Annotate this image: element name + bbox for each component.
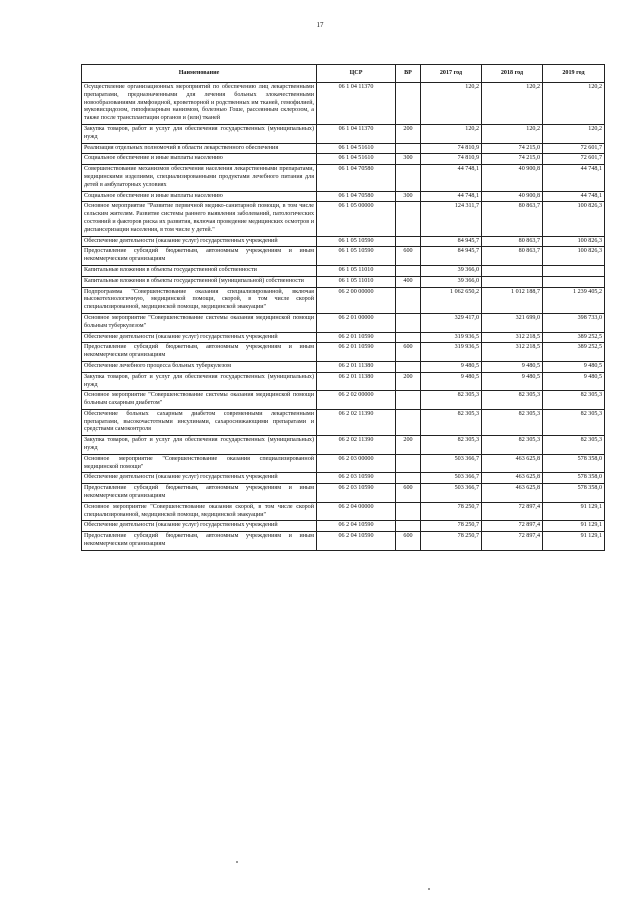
cell-vr: 600 <box>396 532 421 551</box>
cell-csr: 06 1 05 11010 <box>317 276 396 287</box>
table-row <box>82 124 605 143</box>
table-row <box>82 454 605 473</box>
cell-y2017: 39 366,0 <box>421 265 482 276</box>
cell-y2018: 72 897,4 <box>482 521 543 532</box>
cell-y2019: 82 305,3 <box>543 436 605 455</box>
cell-y2017: 319 936,5 <box>421 343 482 362</box>
cell-y2019: 389 252,5 <box>543 343 605 362</box>
budget-table <box>81 64 605 551</box>
cell-y2018: 82 305,3 <box>482 391 543 410</box>
cell-y2017: 124 311,7 <box>421 202 482 236</box>
table-row <box>82 83 605 125</box>
cell-name: Капитальные вложения в объекты государственной собственности <box>82 265 317 276</box>
cell-y2019: 91 129,1 <box>543 532 605 551</box>
cell-vr <box>396 83 421 125</box>
table-row <box>82 532 605 551</box>
cell-y2018: 9 480,5 <box>482 372 543 391</box>
table-row <box>82 436 605 455</box>
cell-vr <box>396 265 421 276</box>
cell-name: Закупка товаров, работ и услуг для обеспечения государственных (муниципальных) нужд <box>82 436 317 455</box>
header-2018: 2018 год <box>482 65 543 83</box>
cell-y2018: 82 305,3 <box>482 436 543 455</box>
cell-name: Осуществление организационных мероприятий по обеспечению лиц лекарственными препаратами, предназначенными для лечения больных злокачественными новообразованиями лимфоидной, кроветворной и родственных им тканей, гемофилией, муковисцидозом, гипофизарным нанизмом, болезнью Гоше, рассеянным склерозом, а также после трансплантации органов и (или) тканей <box>82 83 317 125</box>
cell-y2019: 9 480,5 <box>543 361 605 372</box>
cell-y2018: 72 897,4 <box>482 502 543 521</box>
table-row <box>82 372 605 391</box>
cell-y2017: 44 748,1 <box>421 165 482 191</box>
cell-vr: 600 <box>396 343 421 362</box>
cell-y2017: 74 810,9 <box>421 154 482 165</box>
cell-y2017: 82 305,3 <box>421 409 482 435</box>
cell-name: Закупка товаров, работ и услуг для обеспечения государственных (муниципальных) нужд <box>82 372 317 391</box>
cell-csr: 06 1 04 70580 <box>317 191 396 202</box>
cell-y2019: 578 358,0 <box>543 484 605 503</box>
cell-name: Основное мероприятие "Совершенствование системы оказания медицинской помощи больным туберкулезом" <box>82 313 317 332</box>
scan-speck <box>428 888 430 890</box>
cell-y2018: 312 218,5 <box>482 343 543 362</box>
cell-y2019: 72 601,7 <box>543 143 605 154</box>
cell-y2019: 82 305,3 <box>543 391 605 410</box>
cell-csr: 06 2 01 00000 <box>317 313 396 332</box>
cell-csr: 06 2 01 11380 <box>317 372 396 391</box>
cell-y2019: 9 480,5 <box>543 372 605 391</box>
cell-y2017: 9 480,5 <box>421 361 482 372</box>
cell-y2019 <box>543 265 605 276</box>
header-vr: ВР <box>396 65 421 83</box>
table-row <box>82 343 605 362</box>
cell-vr: 400 <box>396 276 421 287</box>
cell-vr <box>396 391 421 410</box>
table-row <box>82 484 605 503</box>
cell-vr: 300 <box>396 191 421 202</box>
table-row <box>82 313 605 332</box>
table-row <box>82 502 605 521</box>
cell-vr <box>396 143 421 154</box>
table-row <box>82 409 605 435</box>
cell-y2018: 9 480,5 <box>482 361 543 372</box>
cell-y2018: 120,2 <box>482 83 543 125</box>
cell-y2019: 120,2 <box>543 124 605 143</box>
table-row <box>82 473 605 484</box>
cell-vr: 200 <box>396 436 421 455</box>
table-row <box>82 332 605 343</box>
cell-vr <box>396 454 421 473</box>
table-row <box>82 165 605 191</box>
cell-name: Предоставление субсидий бюджетным, автономным учреждениям и иным некоммерческим организациям <box>82 343 317 362</box>
cell-name: Подпрограмма "Совершенствование оказания специализированной, включая высокотехнологичную, медицинской помощи, скорой, в том числе скорой специализированной, медицинской помощи, медицинской эвакуации" <box>82 287 317 313</box>
cell-y2017: 82 305,3 <box>421 391 482 410</box>
cell-y2017: 44 748,1 <box>421 191 482 202</box>
cell-y2018: 463 625,8 <box>482 454 543 473</box>
cell-y2017: 39 366,0 <box>421 276 482 287</box>
cell-name: Предоставление субсидий бюджетным, автономным учреждениям и иным некоммерческим организациям <box>82 247 317 266</box>
cell-csr: 06 1 05 10590 <box>317 247 396 266</box>
cell-y2019: 44 748,1 <box>543 191 605 202</box>
cell-y2018: 40 900,8 <box>482 165 543 191</box>
page-number: 17 <box>316 21 324 29</box>
cell-name: Обеспечение деятельности (оказание услуг) государственных учреждений <box>82 236 317 247</box>
cell-csr: 06 2 03 00000 <box>317 454 396 473</box>
cell-name: Обеспечение лечебного процесса больных туберкулезом <box>82 361 317 372</box>
table-row <box>82 247 605 266</box>
cell-csr: 06 2 02 00000 <box>317 391 396 410</box>
cell-y2019: 578 358,0 <box>543 454 605 473</box>
cell-y2019: 398 733,0 <box>543 313 605 332</box>
cell-csr: 06 2 04 10590 <box>317 521 396 532</box>
cell-csr: 06 1 04 11370 <box>317 83 396 125</box>
cell-y2017: 503 366,7 <box>421 473 482 484</box>
cell-y2017: 74 810,9 <box>421 143 482 154</box>
cell-y2018: 80 863,7 <box>482 236 543 247</box>
cell-name: Социальное обеспечение и иные выплаты населению <box>82 191 317 202</box>
cell-vr <box>396 521 421 532</box>
cell-vr <box>396 236 421 247</box>
cell-csr: 06 2 00 00000 <box>317 287 396 313</box>
cell-y2019: 82 305,3 <box>543 409 605 435</box>
cell-y2017: 120,2 <box>421 83 482 125</box>
table-row <box>82 276 605 287</box>
cell-y2018: 74 215,0 <box>482 143 543 154</box>
scan-speck <box>236 861 238 863</box>
header-2019: 2019 год <box>543 65 605 83</box>
cell-y2018: 321 699,0 <box>482 313 543 332</box>
cell-vr <box>396 361 421 372</box>
cell-y2017: 9 480,5 <box>421 372 482 391</box>
cell-y2019: 389 252,5 <box>543 332 605 343</box>
cell-y2019: 44 748,1 <box>543 165 605 191</box>
cell-name: Реализация отдельных полномочий в области лекарственного обеспечения <box>82 143 317 154</box>
cell-name: Закупка товаров, работ и услуг для обеспечения государственных (муниципальных) нужд <box>82 124 317 143</box>
cell-vr <box>396 165 421 191</box>
cell-name: Обеспечение больных сахарным диабетом современными лекарственными препаратами, высокочастотными инсулинами, сахароснижающими препаратами и средствами самоконтроля <box>82 409 317 435</box>
cell-vr <box>396 287 421 313</box>
cell-csr: 06 1 04 11370 <box>317 124 396 143</box>
cell-y2018: 82 305,3 <box>482 409 543 435</box>
cell-y2018: 74 215,0 <box>482 154 543 165</box>
cell-csr: 06 2 01 10590 <box>317 332 396 343</box>
cell-name: Предоставление субсидий бюджетным, автономным учреждениям и иным некоммерческим организациям <box>82 484 317 503</box>
header-name: Наименование <box>82 65 317 83</box>
table-row <box>82 236 605 247</box>
cell-csr: 06 2 01 11380 <box>317 361 396 372</box>
cell-vr <box>396 473 421 484</box>
cell-y2018: 80 863,7 <box>482 202 543 236</box>
cell-y2017: 503 366,7 <box>421 454 482 473</box>
cell-y2017: 503 366,7 <box>421 484 482 503</box>
cell-name: Обеспечение деятельности (оказание услуг) государственных учреждений <box>82 473 317 484</box>
cell-y2017: 1 062 650,2 <box>421 287 482 313</box>
cell-csr: 06 2 03 10590 <box>317 473 396 484</box>
cell-name: Социальное обеспечение и иные выплаты населению <box>82 154 317 165</box>
table-row <box>82 265 605 276</box>
cell-y2018: 40 900,8 <box>482 191 543 202</box>
header-csr: ЦСР <box>317 65 396 83</box>
cell-y2018: 463 625,8 <box>482 484 543 503</box>
cell-csr: 06 2 04 10590 <box>317 532 396 551</box>
table-row <box>82 521 605 532</box>
table-row <box>82 287 605 313</box>
cell-y2017: 78 250,7 <box>421 502 482 521</box>
table-row <box>82 143 605 154</box>
cell-y2018: 80 863,7 <box>482 247 543 266</box>
table-row <box>82 154 605 165</box>
cell-vr <box>396 332 421 343</box>
cell-vr: 600 <box>396 247 421 266</box>
cell-name: Обеспечение деятельности (оказание услуг) государственных учреждений <box>82 521 317 532</box>
cell-y2018: 120,2 <box>482 124 543 143</box>
cell-y2018 <box>482 265 543 276</box>
cell-y2019: 1 239 405,2 <box>543 287 605 313</box>
table-header-row <box>82 65 605 83</box>
cell-vr: 300 <box>396 154 421 165</box>
cell-y2019: 100 826,3 <box>543 247 605 266</box>
cell-y2018: 463 625,8 <box>482 473 543 484</box>
header-2017: 2017 год <box>421 65 482 83</box>
cell-csr: 06 2 04 00000 <box>317 502 396 521</box>
cell-name: Основное мероприятие "Совершенствование оказания скорой, в том числе скорой специализированной, медицинской помощи, медицинской эвакуации" <box>82 502 317 521</box>
cell-name: Совершенствование механизмов обеспечения населения лекарственными препаратами, медицинскими изделиями, специализированными продуктами лечебного питания для детей в амбулаторных условиях <box>82 165 317 191</box>
cell-name: Основное мероприятие "Развитие первичной медико-санитарной помощи, в том числе сельским жителям. Развитие системы раннего выявления заболеваний, патологических состояний и факторов риска их развития, включая проведение медицинских осмотров и диспансеризации населения, в том числе у детей." <box>82 202 317 236</box>
cell-y2018: 72 897,4 <box>482 532 543 551</box>
table-row <box>82 361 605 372</box>
cell-csr: 06 1 05 00000 <box>317 202 396 236</box>
cell-csr: 06 2 02 11390 <box>317 409 396 435</box>
cell-vr <box>396 313 421 332</box>
cell-name: Основное мероприятие "Совершенствование системы оказания медицинской помощи больным сахарным диабетом" <box>82 391 317 410</box>
cell-csr: 06 1 04 70580 <box>317 165 396 191</box>
cell-csr: 06 1 04 51610 <box>317 143 396 154</box>
cell-y2019: 91 129,1 <box>543 521 605 532</box>
cell-y2017: 78 250,7 <box>421 521 482 532</box>
cell-vr <box>396 202 421 236</box>
cell-vr: 200 <box>396 124 421 143</box>
cell-y2019: 100 826,3 <box>543 202 605 236</box>
cell-name: Капитальные вложения в объекты государственной (муниципальной) собственности <box>82 276 317 287</box>
cell-name: Обеспечение деятельности (оказание услуг) государственных учреждений <box>82 332 317 343</box>
cell-y2018: 1 012 188,7 <box>482 287 543 313</box>
cell-y2017: 78 250,7 <box>421 532 482 551</box>
cell-csr: 06 1 05 10590 <box>317 236 396 247</box>
cell-y2017: 120,2 <box>421 124 482 143</box>
table-row <box>82 391 605 410</box>
cell-csr: 06 2 02 11390 <box>317 436 396 455</box>
cell-y2017: 84 945,7 <box>421 236 482 247</box>
cell-y2017: 84 945,7 <box>421 247 482 266</box>
cell-name: Основное мероприятие "Совершенствование оказания специализированной медицинской помощи" <box>82 454 317 473</box>
cell-name: Предоставление субсидий бюджетным, автономным учреждениям и иным некоммерческим организациям <box>82 532 317 551</box>
cell-y2018 <box>482 276 543 287</box>
cell-y2018: 312 218,5 <box>482 332 543 343</box>
cell-y2017: 82 305,3 <box>421 436 482 455</box>
cell-y2017: 329 417,0 <box>421 313 482 332</box>
table-body <box>82 83 605 551</box>
cell-vr: 200 <box>396 372 421 391</box>
cell-csr: 06 1 05 11010 <box>317 265 396 276</box>
cell-csr: 06 2 03 10590 <box>317 484 396 503</box>
cell-y2017: 319 936,5 <box>421 332 482 343</box>
cell-csr: 06 1 04 51610 <box>317 154 396 165</box>
cell-y2019: 578 358,0 <box>543 473 605 484</box>
cell-y2019: 100 826,3 <box>543 236 605 247</box>
cell-y2019 <box>543 276 605 287</box>
cell-csr: 06 2 01 10590 <box>317 343 396 362</box>
cell-vr <box>396 502 421 521</box>
cell-y2019: 91 129,1 <box>543 502 605 521</box>
table-row <box>82 202 605 236</box>
cell-vr <box>396 409 421 435</box>
table-row <box>82 191 605 202</box>
cell-y2019: 120,2 <box>543 83 605 125</box>
cell-vr: 600 <box>396 484 421 503</box>
cell-y2019: 72 601,7 <box>543 154 605 165</box>
